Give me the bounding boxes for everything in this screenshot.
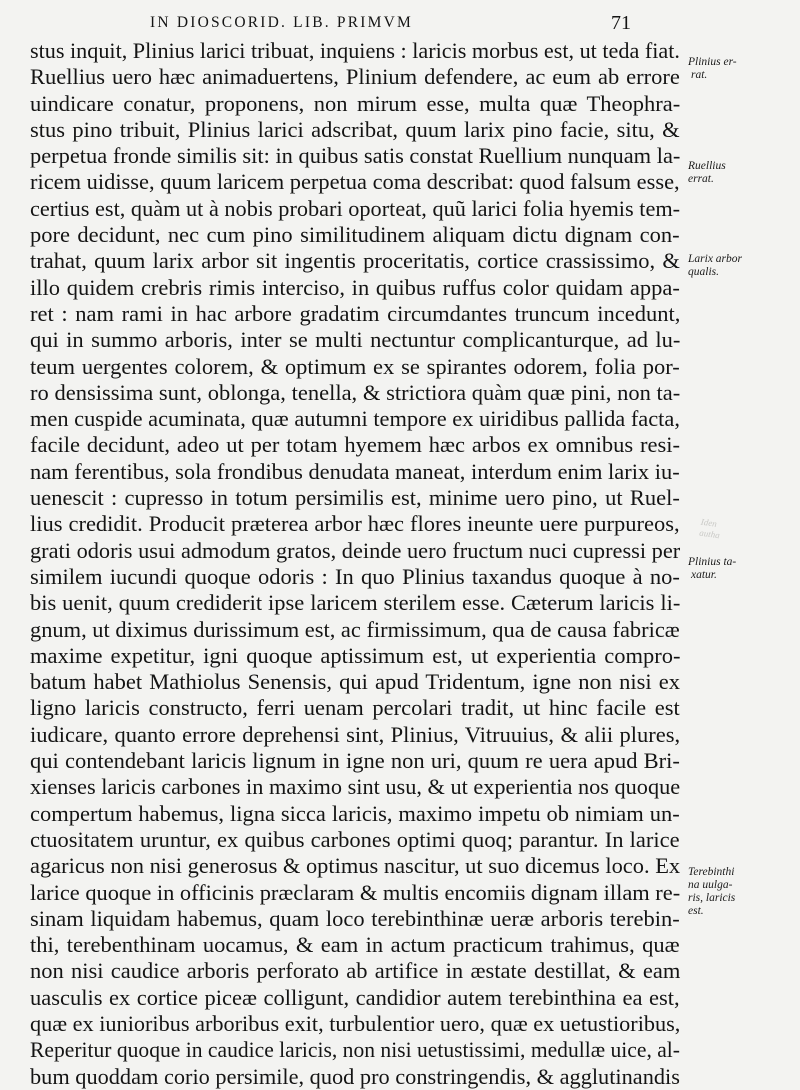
margin-note-ruellius-errat [688, 160, 726, 186]
margin-note-line: rat. [691, 69, 708, 81]
margin-note-line: Larix arbor [688, 253, 742, 265]
text-line: qui contendebant laricis lignum in igne non uri, quum re uera apud Bri- [30, 748, 680, 774]
margin-note-plinius-taxatur [688, 556, 736, 582]
text-line: ctuositatem uruntur, ex quibus carbones optimi quoq; parantur. In larice [30, 826, 680, 852]
text-line: compertum habemus, ligna sicca laricis, maximo impetu ob nimiam un- [30, 800, 680, 826]
margin-note-terebinthina [688, 866, 735, 918]
text-line: gnum, ut diximus durissimum est, ac firmissimum, qua de causa fabricæ [30, 616, 680, 642]
text-line: men cuspide acuminata, quæ autumni tempore ex uiridibus pallida facta, [30, 406, 680, 432]
text-line: certius est, quàm ut à nobis probari oporteat, quũ larici folia hyemis tem- [30, 195, 681, 221]
text-line: qui in summo arboris, inter se multi nectuntur complicanturque, ad lu- [30, 327, 681, 353]
text-line: agaricus non nisi generosus & optimus nascitur, ut suo dicemus loco. Ex [30, 853, 681, 879]
text-line: teum uergentes colorem, & optimum ex se spirantes odorem, folia por- [30, 353, 680, 379]
text-line: non nisi caudice arboris perforato ab artifice in æstate destillat, & eam [30, 958, 681, 984]
text-line: stus inquit, Plinius larici tribuat, inquiens : laricis morbus est, ut teda fiat. [30, 38, 680, 63]
text-line: Reperitur quoque in caudice laricis, non nisi uetustissimi, medullæ uice, al- [30, 1037, 680, 1063]
text-line: stus pino tribuit, Plinius larici adscribat, quum larix pino facie, situ, & [30, 116, 680, 142]
page-number: 71 [611, 12, 631, 34]
text-line: similem iucundi quoque odoris : In quo Plinius taxandus quoque à no- [30, 563, 680, 589]
text-line: uasculis ex cortice piceæ colligunt, candidior autem terebinthina ea est, [30, 984, 680, 1010]
margin-note-line: na uulga- [688, 879, 733, 891]
margin-note-line: est. [688, 905, 704, 917]
text-line: ret : nam rami in hac arbore gradatim circumdantes truncum incedunt, [30, 300, 681, 326]
show-through-line: autha [698, 527, 721, 541]
text-line: quæ ex iunioribus arboribus exit, turbulentior uero, quæ ex uetustioribus, [30, 1010, 681, 1036]
show-through-line: Iden [700, 516, 718, 529]
margin-note-line: errat. [688, 173, 714, 185]
margin-note-line: Plinius er- [688, 56, 737, 68]
text-line: maxime expetitur, igni quoque aptissimum est, ut experientia compro- [30, 642, 681, 668]
text-line: uindicare conatur, proponens, non mirum esse, multa quæ Theophra- [30, 90, 681, 116]
margin-note-line: qualis. [688, 266, 719, 278]
text-line: Ruellius uero hæc animaduertens, Plinium defendere, ac eum ab errore [30, 64, 680, 90]
text-line: nam ferentibus, sola frondibus denudata maneat, interdum enim larix iu- [30, 458, 680, 484]
text-line: lius credidit. Producit præterea arbor hæc flores ineunte uere purpureos, [30, 511, 680, 537]
text-line: batum habet Mathiolus Senensis, qui apud Tridentum, igne non nisi ex [30, 669, 680, 695]
margin-note-line: ris, laricis [688, 892, 736, 904]
margin-note-line: Plinius ta- [688, 556, 737, 568]
text-line: bum quoddam corio persimile, quod pro constringendis, & agglutinandis [30, 1063, 680, 1089]
text-line: trahat, quum larix arbor sit ingentis proceritatis, cortice crassissimo, & [30, 248, 680, 274]
margin-note-larix-arbor [688, 253, 742, 279]
text-line: perpetua fronde similis sit: in quibus satis constat Ruellium nunquam la- [30, 143, 681, 169]
text-line: pore decidunt, nec cum pino similitudinem aliquam dictu dignam con- [30, 222, 680, 248]
margin-note-line: Terebinthi [688, 866, 735, 878]
text-line: grati odoris usui admodum gratos, deinde uero fructum nuci cupressi per [30, 537, 681, 563]
margin-note-plinius-errat [688, 56, 737, 82]
text-line: bis uenit, quum crediderit ipse laricem sterilem esse. Cæterum laricis li- [30, 590, 681, 616]
text-line: ro densissima sunt, oblonga, tenella, & strictiora quàm quæ pini, non ta- [30, 379, 681, 405]
text-line: iudicare, quanto errore deprehensi sint, Plinius, Vitruuius, & alii plures, [30, 721, 681, 747]
text-line: uenescit : cupresso in totum persimilis est, minime uero pino, ut Ruel- [30, 485, 680, 511]
text-line: ricem uidisse, quum laricem perpetua coma describat: quod falsum esse, [30, 169, 680, 195]
text-line: ligno laricis constructo, ferri uenam percolari tradit, ut hinc facile est [30, 695, 680, 721]
text-line: thi, terebenthinam uocamus, & eam in actum practicum trahimus, quæ [30, 932, 680, 958]
margin-note-line: xatur. [691, 569, 717, 581]
text-line: illo quidem crebris rimis interciso, in quibus ruffus color quidam appa- [30, 274, 680, 300]
main-text-block [30, 38, 680, 1090]
text-line: larice quoque in officinis præclaram & multis encomiis dignam illam re- [30, 879, 681, 905]
show-through-text [699, 517, 722, 542]
text-line: facile decidunt, adeo ut per totam hyemem hæc arbos ex omnibus resi- [30, 432, 681, 458]
running-head: IN DIOSCORID. LIB. PRIMVM [150, 14, 413, 31]
text-line: xienses laricis carbones in maximo sint usu, & ut experientia nos quoque [30, 774, 681, 800]
text-line: sinam liquidam habemus, quam loco terebinthinæ ueræ arboris terebin- [30, 905, 680, 931]
margin-note-line: Ruellius [688, 160, 726, 172]
